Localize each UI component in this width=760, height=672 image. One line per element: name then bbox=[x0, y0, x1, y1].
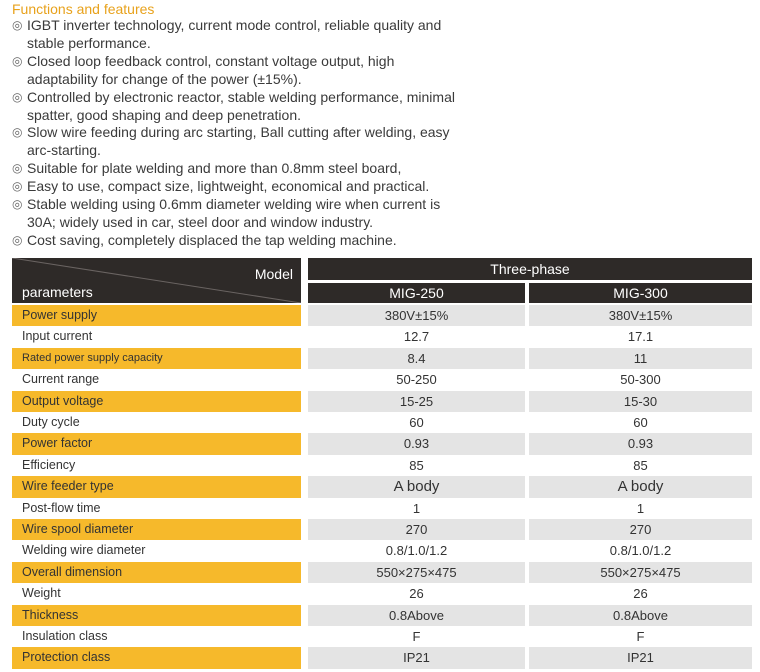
parameter-name: Power supply bbox=[12, 305, 301, 326]
value-mig-250: 15-25 bbox=[308, 391, 525, 412]
bullet-icon: ◎ bbox=[12, 161, 23, 176]
value-mig-300: 85 bbox=[633, 457, 648, 473]
table-row bbox=[12, 647, 752, 668]
parameter-name: Insulation class bbox=[22, 629, 108, 643]
value-mig-300: 26 bbox=[633, 586, 648, 602]
parameter-name: Output voltage bbox=[12, 391, 301, 412]
table-row bbox=[12, 326, 752, 347]
bullet-icon: ◎ bbox=[12, 197, 23, 212]
value-mig-300: F bbox=[636, 629, 645, 644]
feature-item bbox=[12, 17, 752, 53]
value-mig-300: 0.8Above bbox=[529, 605, 752, 626]
value-mig-300: 15-30 bbox=[529, 391, 752, 412]
table-row bbox=[12, 305, 752, 326]
feature-text: Closed loop feedback control, constant voltage output, high adaptability for change of the power (±15%). bbox=[27, 52, 395, 87]
parameter-name: Input current bbox=[22, 329, 93, 344]
parameter-name: Post-flow time bbox=[22, 500, 101, 515]
value-mig-250: 8.4 bbox=[308, 348, 525, 369]
feature-text: Controlled by electronic reactor, stable welding performance, minimal spatter, good shaping and deep penetration. bbox=[27, 88, 455, 123]
table-row bbox=[12, 519, 752, 540]
value-mig-250: 12.7 bbox=[403, 329, 430, 345]
table-row bbox=[12, 605, 752, 626]
parameter-name: Thickness bbox=[12, 605, 301, 626]
value-mig-300: 60 bbox=[633, 415, 648, 430]
feature-item bbox=[12, 53, 752, 89]
parameter-name: Duty cycle bbox=[22, 415, 80, 429]
value-mig-250: 550×275×475 bbox=[308, 562, 525, 583]
value-mig-300: 50-300 bbox=[620, 372, 661, 388]
table-row bbox=[12, 455, 752, 476]
value-mig-300: 17.1 bbox=[627, 329, 654, 345]
parameter-name: Current range bbox=[22, 372, 100, 387]
model-header-mig-300: MIG-300 bbox=[529, 283, 752, 303]
value-mig-300: 270 bbox=[529, 519, 752, 540]
value-mig-250: IP21 bbox=[308, 647, 525, 668]
value-mig-250: 0.93 bbox=[308, 433, 525, 454]
parameter-name: Protection class bbox=[12, 647, 301, 668]
value-mig-250: 26 bbox=[409, 586, 424, 602]
value-mig-300: 11 bbox=[529, 348, 752, 369]
table-row bbox=[12, 391, 752, 412]
feature-item bbox=[12, 178, 752, 196]
value-mig-250: 380V±15% bbox=[308, 305, 525, 326]
table-row bbox=[12, 498, 752, 519]
value-mig-250: F bbox=[412, 629, 421, 644]
table-row bbox=[12, 540, 752, 561]
value-mig-300: IP21 bbox=[529, 647, 752, 668]
table-row bbox=[12, 626, 752, 647]
value-mig-250: 85 bbox=[409, 457, 424, 473]
feature-item bbox=[12, 232, 752, 250]
phase-header: Three-phase bbox=[308, 258, 752, 280]
value-mig-250: 0.8/1.0/1.2 bbox=[385, 543, 448, 559]
table-row bbox=[12, 348, 752, 369]
feature-text: Stable welding using 0.6mm diameter welding wire when current is 30A; widely used in car, steel door and window industry. bbox=[27, 196, 441, 230]
parameter-name: Rated power supply capacity bbox=[12, 348, 301, 369]
model-label: Model bbox=[254, 266, 293, 282]
model-header-mig-250: MIG-250 bbox=[308, 283, 525, 303]
parameter-name: Weight bbox=[22, 586, 61, 601]
bullet-icon: ◎ bbox=[12, 125, 23, 140]
feature-item bbox=[12, 124, 752, 160]
bullet-icon: ◎ bbox=[12, 89, 23, 104]
parameter-name: Welding wire diameter bbox=[22, 543, 146, 558]
table-row bbox=[12, 562, 752, 583]
feature-item bbox=[12, 160, 752, 178]
value-mig-300: 550×275×475 bbox=[529, 562, 752, 583]
bullet-icon: ◎ bbox=[12, 18, 23, 32]
feature-item bbox=[12, 89, 752, 125]
feature-list bbox=[12, 17, 752, 250]
table-row bbox=[12, 412, 752, 433]
parameter-name: Wire feeder type bbox=[12, 476, 301, 497]
feature-text: Easy to use, compact size, lightweight, economical and practical. bbox=[27, 178, 430, 195]
feature-text: Suitable for plate welding and more than 0.8mm steel board, bbox=[27, 160, 402, 177]
value-mig-250: 1 bbox=[412, 500, 421, 516]
value-mig-300: A body bbox=[529, 476, 752, 497]
feature-text: IGBT inverter technology, current mode control, reliable quality and stable performance. bbox=[27, 17, 442, 51]
table-row bbox=[12, 433, 752, 454]
parameter-name: Wire spool diameter bbox=[12, 519, 301, 540]
parameters-label: parameters bbox=[22, 284, 93, 300]
parameter-name: Efficiency bbox=[22, 457, 76, 472]
features-title: Functions and features bbox=[12, 1, 155, 17]
feature-text: Slow wire feeding during arc starting, Ball cutting after welding, easy arc-starting. bbox=[27, 124, 450, 159]
feature-text: Cost saving, completely displaced the tap welding machine. bbox=[27, 231, 397, 248]
feature-item bbox=[12, 196, 752, 232]
value-mig-250: 0.8Above bbox=[308, 605, 525, 626]
value-mig-300: 0.8/1.0/1.2 bbox=[609, 543, 672, 559]
bullet-icon: ◎ bbox=[12, 232, 23, 247]
table-row bbox=[12, 369, 752, 390]
table-row bbox=[12, 583, 752, 604]
value-mig-300: 1 bbox=[636, 500, 645, 516]
table-row bbox=[12, 476, 752, 497]
spec-table bbox=[12, 258, 752, 668]
parameter-name: Power factor bbox=[12, 433, 301, 454]
value-mig-300: 380V±15% bbox=[529, 305, 752, 326]
value-mig-300: 0.93 bbox=[529, 433, 752, 454]
model-parameters-header bbox=[12, 258, 301, 303]
bullet-icon: ◎ bbox=[12, 53, 23, 68]
parameter-name: Overall dimension bbox=[12, 562, 301, 583]
value-mig-250: 50-250 bbox=[396, 372, 437, 388]
value-mig-250: A body bbox=[308, 476, 525, 497]
bullet-icon: ◎ bbox=[12, 179, 23, 194]
value-mig-250: 60 bbox=[409, 415, 424, 430]
value-mig-250: 270 bbox=[308, 519, 525, 540]
